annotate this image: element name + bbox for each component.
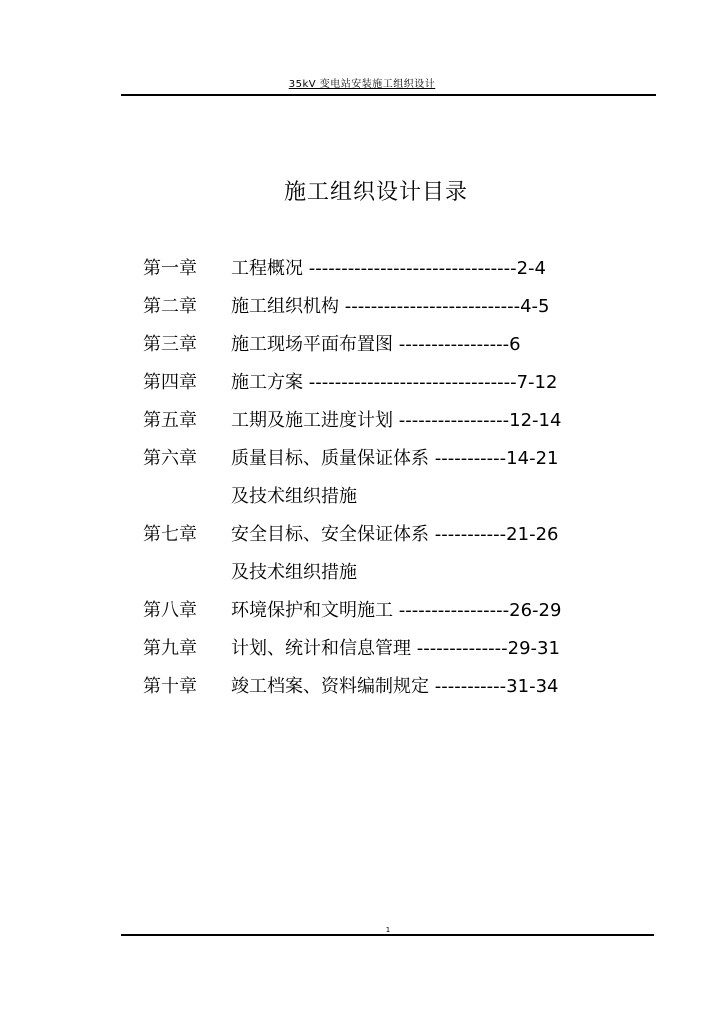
toc-chapter-label: 第二章 (143, 296, 197, 317)
toc-entry-10 (143, 672, 613, 710)
toc-entry-text: 施工方案 --------------------------------7-12 (231, 372, 558, 393)
table-of-contents (143, 254, 613, 710)
toc-entry-text: 施工组织机构 ---------------------------4-5 (231, 296, 550, 317)
toc-chapter-label: 第九章 (143, 638, 197, 659)
running-header-title: 35kV 变电站安装施工组织设计 (288, 79, 436, 90)
toc-entry-text: 工期及施工进度计划 -----------------12-14 (231, 410, 562, 431)
toc-entry-1 (143, 254, 613, 292)
toc-entry-continuation-text: 及技术组织措施 (231, 562, 357, 583)
toc-chapter-label: 第四章 (143, 372, 197, 393)
toc-entry-text: 计划、统计和信息管理 --------------29-31 (231, 638, 560, 659)
toc-entry-text: 工程概况 --------------------------------2-4 (231, 258, 546, 279)
toc-chapter-label: 第六章 (143, 448, 197, 469)
toc-entry-9 (143, 634, 613, 672)
toc-chapter-label: 第八章 (143, 600, 197, 621)
toc-entry-2 (143, 292, 613, 330)
footer-rule (121, 934, 654, 936)
toc-chapter-label: 第十章 (143, 676, 197, 697)
toc-entry-text: 质量目标、质量保证体系 -----------14-21 (231, 448, 559, 469)
toc-entry-text: 安全目标、安全保证体系 -----------21-26 (231, 524, 559, 545)
toc-entry-text: 施工现场平面布置图 -----------------6 (231, 334, 521, 355)
toc-entry-6-continuation (143, 482, 613, 520)
page-number: 1 (385, 926, 391, 934)
toc-entry-text: 竣工档案、资料编制规定 -----------31-34 (231, 676, 559, 697)
toc-entry-7-continuation (143, 558, 613, 596)
toc-entry-4 (143, 368, 613, 406)
header-rule (121, 94, 656, 96)
toc-chapter-label: 第七章 (143, 524, 197, 545)
document-title: 施工组织设计目录 (283, 180, 468, 205)
toc-entry-5 (143, 406, 613, 444)
toc-entry-6 (143, 444, 613, 482)
running-header (0, 79, 724, 91)
toc-entry-text: 环境保护和文明施工 -----------------26-29 (231, 600, 562, 621)
toc-chapter-label: 第三章 (143, 334, 197, 355)
toc-entry-continuation-text: 及技术组织措施 (231, 486, 357, 507)
toc-entry-3 (143, 330, 613, 368)
toc-entry-8 (143, 596, 613, 634)
toc-chapter-label: 第五章 (143, 410, 197, 431)
toc-entry-7 (143, 520, 613, 558)
toc-chapter-label: 第一章 (143, 258, 197, 279)
